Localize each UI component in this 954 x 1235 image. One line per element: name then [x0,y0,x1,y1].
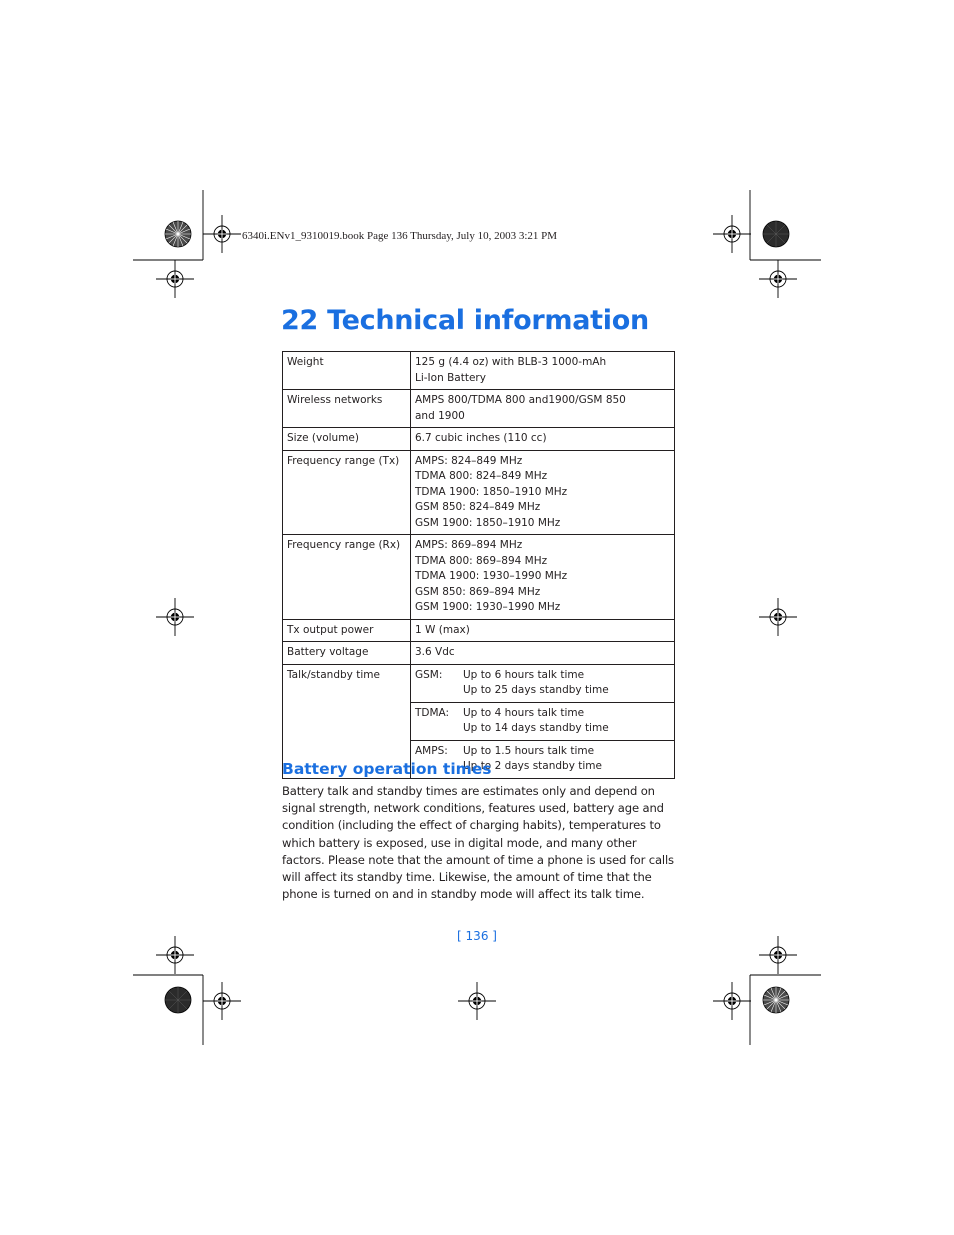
spec-value [411,535,675,620]
spec-value: 6.7 cubic inches (110 cc) [411,428,675,451]
talk-time: Up to 1.5 hours talk time [463,744,595,757]
spec-label: Tx output power [283,619,411,642]
spec-value-line: AMPS 800/TDMA 800 and1900/GSM 850 [415,394,626,406]
spec-value-line: GSM 1900: 1850–1910 MHz [415,516,561,529]
standby-time: Up to 14 days standby time [463,722,609,734]
network-name: TDMA: [415,706,450,719]
spec-value-gsm [411,664,675,702]
table-row [283,428,675,451]
spec-value-line: TDMA 800: 869–894 MHz [415,554,548,567]
spec-label: Weight [283,352,411,390]
technical-specs-table [282,351,675,779]
spec-value-line: and 1900 [415,409,465,422]
spec-label: Frequency range (Tx) [283,450,411,535]
table-row [283,390,675,428]
spec-value [411,450,675,535]
body-paragraph: Battery talk and standby times are estimates only and depend on signal strength, network conditions, features used, battery age and condition (including the effect of charging habits), temperatures to which battery is exposed, use in digital mode, and many other factors. Please note that the amount of time a phone is used for calls will affect its standby time. Likewise, the amount of time that the phone is turned on and in standby mode will affect its talk time. [282,784,674,902]
print-header-line: 6340i.ENv1_9310019.book Page 136 Thursday, July 10, 2003 3:21 PM [242,230,558,242]
spec-value [411,390,675,428]
spec-value: 3.6 Vdc [411,642,675,665]
spec-value-tdma [411,702,675,740]
table-row [283,450,675,535]
talk-time: Up to 4 hours talk time [463,706,585,719]
network-name: GSM: [415,668,443,681]
spec-value-line: GSM 1900: 1930–1990 MHz [415,601,561,613]
spec-value-line: TDMA 1900: 1930–1990 MHz [415,570,568,582]
section-heading: Battery operation times [282,760,492,778]
chapter-title: 22 Technical information [281,305,649,336]
network-name: AMPS: [415,744,448,757]
spec-value: 1 W (max) [411,619,675,642]
spec-value [411,352,675,390]
spec-label: Battery voltage [283,642,411,665]
table-row [283,352,675,390]
standby-time: Up to 2 days standby time [463,760,602,772]
spec-value-line: TDMA 800: 824–849 MHz [415,470,548,482]
page-number: [ 136 ] [457,929,497,943]
table-row [283,642,675,665]
spec-value-line: AMPS: 869–894 MHz [415,539,523,551]
table-row [283,664,675,702]
spec-label: Wireless networks [283,390,411,428]
spec-label: Size (volume) [283,428,411,451]
spec-label: Frequency range (Rx) [283,535,411,620]
talk-time: Up to 6 hours talk time [463,668,585,681]
spec-value-line: Li-Ion Battery [415,371,486,384]
spec-value-line: TDMA 1900: 1850–1910 MHz [415,485,568,498]
table-row [283,619,675,642]
table-row [283,535,675,620]
spec-value-line: GSM 850: 824–849 MHz [415,501,541,513]
spec-label: Talk/standby time [283,664,411,778]
spec-value-line: AMPS: 824–849 MHz [415,454,523,467]
standby-time: Up to 25 days standby time [463,684,609,696]
spec-value-line: 125 g (4.4 oz) with BLB-3 1000-mAh [415,356,607,368]
spec-value-line: GSM 850: 869–894 MHz [415,585,541,598]
